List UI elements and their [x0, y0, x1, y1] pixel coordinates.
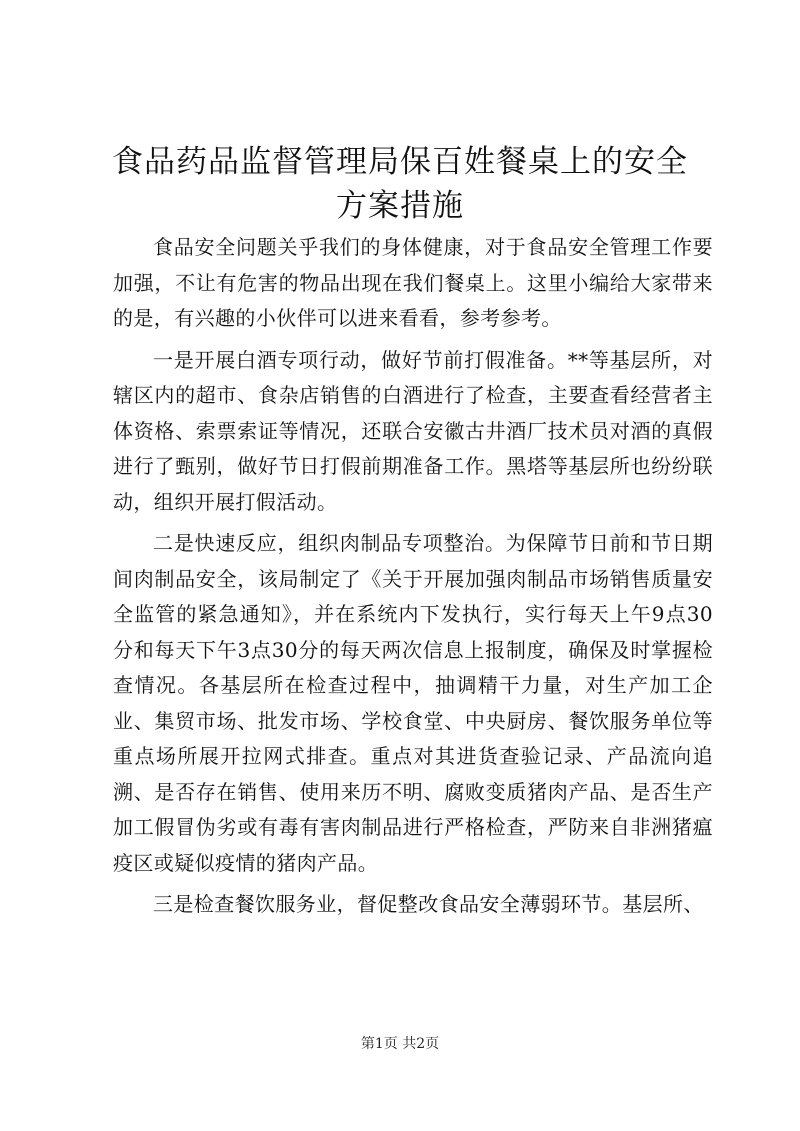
- page-footer: 第1页 共2页: [360, 1036, 440, 1052]
- paragraph-meat-products: 二是快速反应，组织肉制品专项整治。为保障节日前和节日期间肉制品安全，该局制定了《关于开展加强肉制品市场销售质量安全监管的紧急通知》，并在系统内下发执行，实行每天上午9点30分和每天下午3点30分的每天两次信息上报制度，确保及时掌握检查情况。各基层所在检查过程中，抽调精干力量，对生产加工企业、集贸市场、批发市场、学校食堂、中央厨房、餐饮服务单位等重点场所展开拉网式排查。重点对其进货查验记录、产品流向追溯、是否存在销售、使用来历不明、腐败变质猪肉产品、是否生产加工假冒伪劣或有毒有害肉制品进行严格检查，严防来自非洲猪瘟疫区或疑似疫情的猪肉产品。: [113, 531, 713, 875]
- paragraph-catering-inspection: 三是检查餐饮服务业，督促整改食品安全薄弱环节。基层所、: [153, 892, 704, 916]
- document-title: 食品药品监督管理局保百姓餐桌上的安全方案措施: [112, 144, 688, 224]
- paragraph-liquor-action: 一是开展白酒专项行动，做好节前打假准备。**等基层所，对辖区内的超市、食杂店销售的白酒进行了检查，主要查看经营者主体资格、索票索证等情况，还联合安徽古井酒厂技术员对酒的真假进行了甄别，做好节日打假前期准备工作。黑塔等基层所也纷纷联动，组织开展打假活动。: [113, 347, 713, 514]
- paragraph-intro: 食品安全问题关乎我们的身体健康，对于食品安全管理工作要加强，不让有危害的物品出现在我们餐桌上。这里小编给大家带来的是，有兴趣的小伙伴可以进来看看，参考参考。: [113, 235, 713, 330]
- document-body: [113, 230, 713, 929]
